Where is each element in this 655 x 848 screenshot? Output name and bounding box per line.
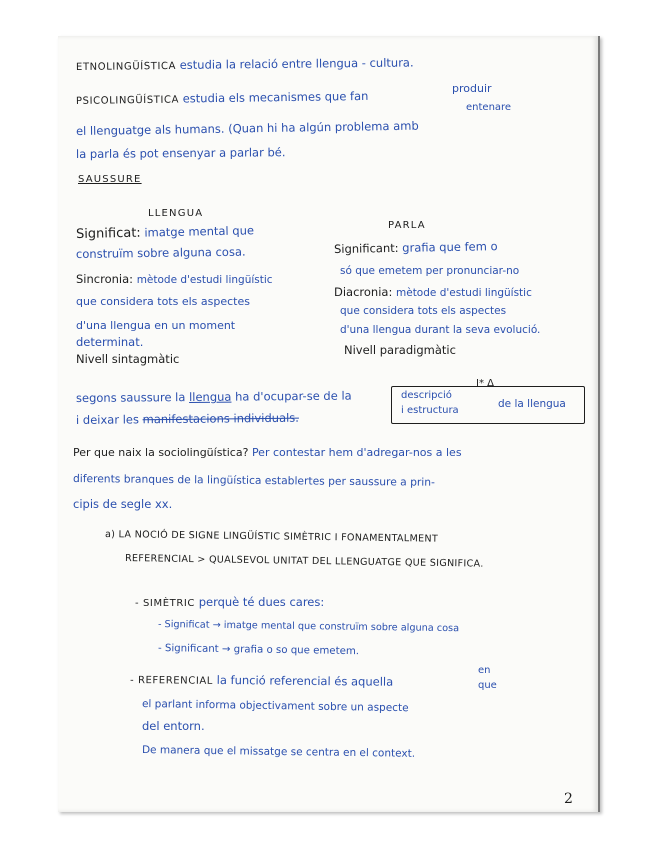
line-question-3: cipis de segle xx. — [73, 497, 173, 511]
text-simetric: perquè té dues cares: — [198, 595, 325, 609]
notebook-page — [58, 36, 600, 812]
line-significant-2: só que emetem per pronunciar-no — [340, 265, 520, 277]
text-segons-b: ha d'ocupar-se de la — [235, 388, 352, 404]
line-sincronia — [76, 272, 273, 287]
line-segons-saussure — [76, 389, 352, 405]
text-diacronia: mètode d'estudi lingüístic — [396, 287, 532, 299]
line-referencial — [130, 672, 393, 691]
word-en: en — [478, 665, 491, 676]
term-etnolinguistica: ETNOLINGÜÍSTICA — [75, 60, 177, 73]
text-question-answer: Per contestar hem d'adregar-nos a les — [251, 446, 462, 459]
line-nivell-sintagmatic: Nivell sintagmàtic — [76, 352, 180, 366]
text-psicolinguistica: estudia els mecanismes que fan — [182, 88, 369, 106]
line-referencial-2: el parlant informa objectivament sobre un aspecte — [141, 698, 409, 715]
line-referencial-4: De manera que el missatge se centra en el context. — [141, 744, 416, 760]
line-llenguatge: el llenguatge als humans. (Quan hi ha algún problema amb — [75, 118, 419, 138]
text-etnolinguistica: estudia la relació entre llengua - cultura. — [179, 55, 414, 72]
term-referencial: - REFERENCIAL — [129, 675, 214, 687]
page-number: 2 — [564, 791, 573, 807]
annotation-mark: I* Δ — [476, 378, 494, 389]
line-a-2: REFERENCIAL > QUALSEVOL UNITAT DEL LLENGUATGE QUE SIGNIFICA. — [124, 553, 484, 570]
text-segons-a: segons saussure la — [75, 390, 186, 405]
box-estructura: i estructura — [401, 405, 459, 416]
term-significat: Significat: — [75, 225, 141, 242]
line-sincronia-4: determinat. — [76, 335, 144, 349]
heading-parla: PARLA — [388, 220, 426, 231]
term-simetric: - SIMÈTRIC — [135, 598, 196, 609]
line-etnolinguistica — [76, 55, 414, 75]
line-parla: la parla és pot ensenyar a parlar bé. — [75, 145, 286, 161]
box-descripcio: descripció — [401, 390, 452, 401]
heading-llengua: LLENGUA — [148, 208, 204, 219]
word-produir: produir — [452, 82, 492, 95]
line-significat — [76, 223, 254, 242]
line-simetric-1: - Significat → imatge mental que construïm sobre alguna cosa — [157, 619, 460, 635]
text-significant: grafia que fem o — [402, 239, 498, 255]
line-significant — [334, 239, 498, 256]
line-diacronia — [334, 285, 532, 300]
text-referencial: la funció referencial és aquella — [216, 672, 394, 689]
line-psicolinguistica — [76, 89, 369, 109]
line-simetric-2: - Significant → grafia o so que emetem. — [157, 643, 360, 658]
term-sincronia: Sincronia: — [76, 272, 134, 286]
line-significat-2: construïm sobre alguna cosa. — [75, 244, 246, 261]
text-deixar-b: manifestacions individuals. — [142, 410, 299, 427]
text-significat: imatge mental que — [144, 223, 255, 240]
line-diacronia-2: que considera tots els aspectes — [340, 305, 507, 317]
term-psicolinguistica: PSICOLINGÜÍSTICA — [75, 94, 180, 107]
text-question: Per que naix la sociolingüística? — [73, 446, 249, 459]
line-question-1 — [73, 446, 462, 460]
text-deixar-a: i deixar les — [75, 412, 139, 427]
line-nivell-paradigmatic: Nivell paradigmàtic — [344, 343, 456, 357]
box-de-la-llengua: de la llengua — [498, 398, 566, 410]
line-question-2: diferents branques de la lingüística establertes per saussure a prin- — [72, 472, 436, 489]
line-sincronia-3: d'una llengua en un moment — [76, 319, 236, 332]
line-diacronia-3: d'una llengua durant la seva evolució. — [340, 324, 541, 336]
line-deixar — [76, 411, 299, 427]
line-referencial-3: del entorn. — [142, 719, 205, 733]
text-sincronia: mètode d'estudi lingüístic — [136, 274, 273, 286]
word-que: que — [478, 680, 497, 691]
line-a-1: a) LA NOCIÓ DE SIGNE LINGÜÍSTIC SIMÈTRIC I FONAMENTALMENT — [104, 529, 439, 545]
heading-saussure: SAUSSURE — [78, 174, 142, 185]
word-entenare: entenare — [466, 102, 512, 113]
line-sincronia-2: que considera tots els aspectes — [76, 295, 250, 308]
line-simetric — [135, 595, 324, 611]
text-segons-llengua: llengua — [188, 389, 232, 405]
term-significant: Significant: — [333, 240, 399, 256]
term-diacronia: Diacronia: — [334, 285, 393, 299]
